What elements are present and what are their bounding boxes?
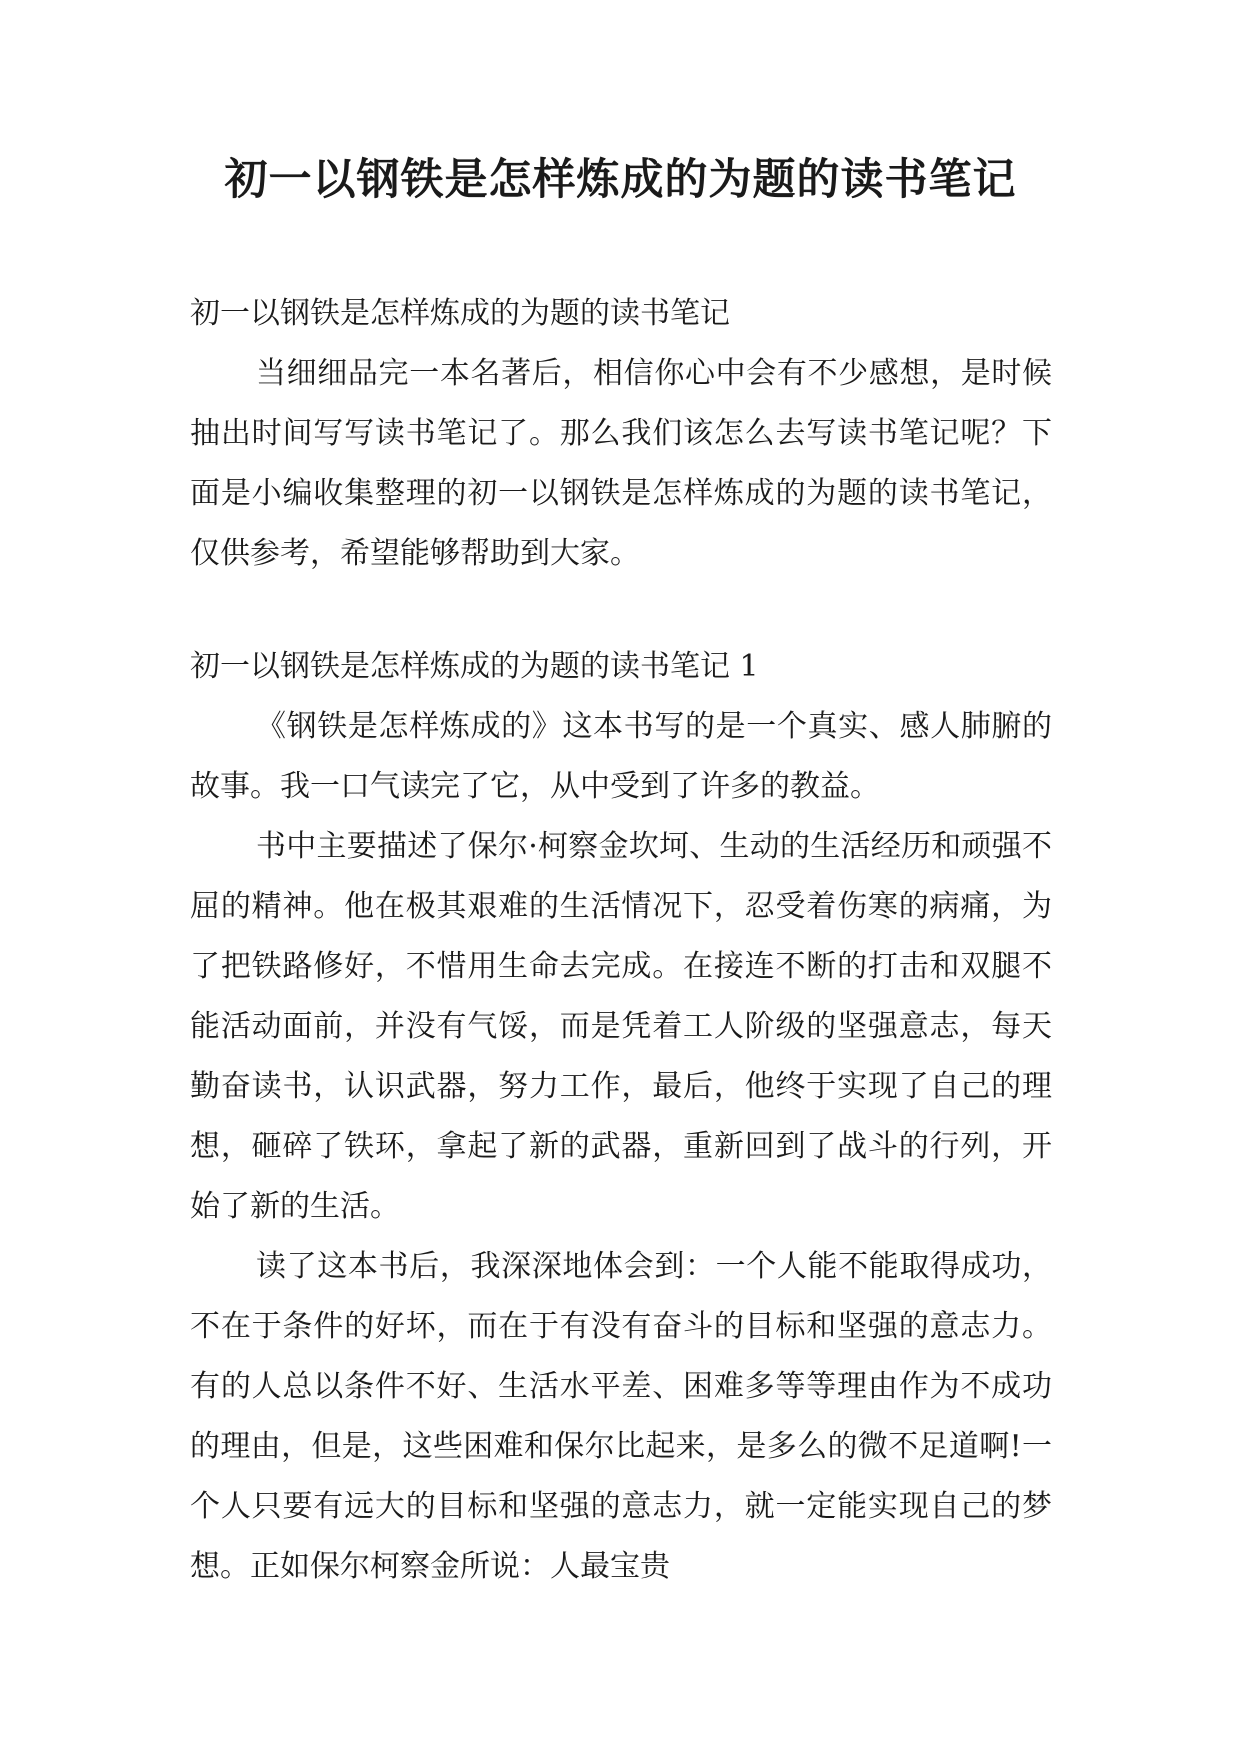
article-1-heading: 初一以钢铁是怎样炼成的为题的读书笔记 1 — [190, 649, 759, 684]
article-1-paragraph: 读了这本书后，我深深地体会到：一个人能不能取得成功，不在于条件的好坏，而在于有没有奋斗的目标和坚强的意志力。有的人总以条件不好、生活水平差、困难多等等理由作为不成功的理由，但是，这些困难和保尔比起来，是多么的微不足道啊!一个人只要有远大的目标和坚强的意志力，就一定能实现自己的梦想。正如保尔柯察金所说：人最宝贵 — [190, 1249, 1052, 1584]
intro-heading: 初一以钢铁是怎样炼成的为题的读书笔记 — [190, 296, 730, 331]
intro-paragraph: 当细细品完一本名著后，相信你心中会有不少感想，是时候抽出时间写写读书笔记了。那么我们该怎么去写读书笔记呢？下面是小编收集整理的初一以钢铁是怎样炼成的为题的读书笔记，仅供参考，希望能够帮助到大家。 — [190, 356, 1052, 571]
intro-section — [190, 284, 1052, 584]
article-1-paragraph: 《钢铁是怎样炼成的》这本书写的是一个真实、感人肺腑的故事。我一口气读完了它，从中受到了许多的教益。 — [190, 709, 1052, 804]
article-1-section — [190, 637, 1052, 1597]
document-title: 初一以钢铁是怎样炼成的为题的读书笔记 — [224, 155, 1017, 205]
article-1-paragraph: 书中主要描述了保尔·柯察金坎坷、生动的生活经历和顽强不屈的精神。他在极其艰难的生活情况下，忍受着伤寒的病痛，为了把铁路修好，不惜用生命去完成。在接连不断的打击和双腿不能活动面前，并没有气馁，而是凭着工人阶级的坚强意志，每天勤奋读书，认识武器，努力工作，最后，他终于实现了自己的理想，砸碎了铁环，拿起了新的武器，重新回到了战斗的行列，开始了新的生活。 — [190, 829, 1052, 1224]
